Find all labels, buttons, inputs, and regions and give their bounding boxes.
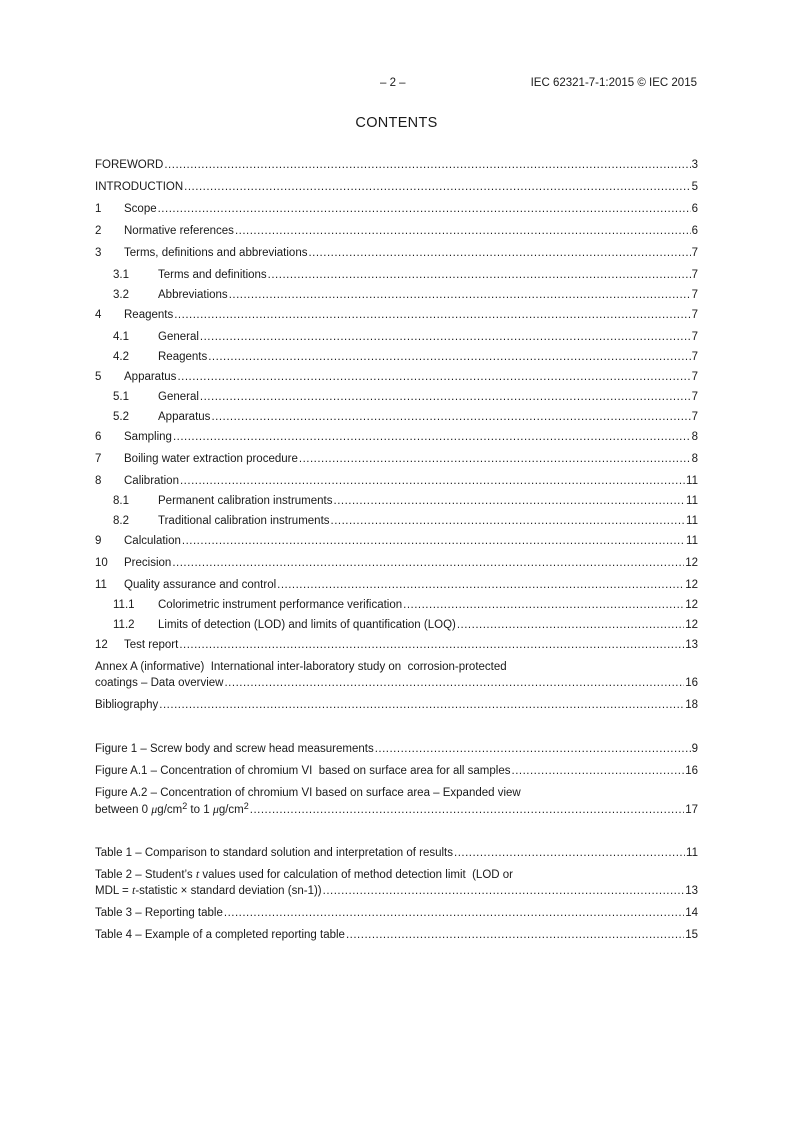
dot-leader [184, 179, 690, 195]
dot-leader [182, 533, 685, 549]
table-entry-2-line-2[interactable]: MDL = t-statistic × standard deviation (sn-1)) ..... 13 [95, 882, 698, 898]
toc-entry-number: 8.1 [113, 495, 129, 507]
dot-leader [164, 157, 690, 173]
toc-entry-page: 8 [691, 431, 698, 443]
toc-entry-label: Reagents [124, 309, 174, 321]
toc-entry-number: 4.1 [113, 331, 129, 343]
toc-entry-number: 1 [95, 203, 102, 215]
toc-entry-label: Reagents [158, 351, 208, 363]
toc-entry-number: 4.2 [113, 351, 129, 363]
figure-entry-a2-line-1[interactable]: Figure A.2 – Concentration of chromium VI based on surface area – Expanded view [95, 787, 521, 799]
mu-symbol: μ [151, 802, 158, 816]
toc-entry-number: 11.2 [113, 619, 135, 631]
toc-entry[interactable] [95, 555, 698, 571]
toc-entry[interactable] [95, 201, 698, 217]
toc-entry-page: 3 [691, 159, 698, 171]
superscript: 2 [243, 801, 249, 811]
toc-entry-page: 8 [691, 453, 698, 465]
toc-entry-page: 7 [691, 309, 698, 321]
toc-entry-page: 12 [685, 557, 698, 569]
toc-entry[interactable] [95, 329, 698, 345]
dot-leader [200, 389, 691, 405]
dot-leader [308, 245, 690, 261]
toc-entry-page: 7 [691, 247, 698, 259]
toc-entry-label: Limits of detection (LOD) and limits of quantification (LOQ) [158, 619, 456, 631]
toc-entry[interactable] [95, 533, 698, 549]
toc-entry-label: Traditional calibration instruments [158, 515, 330, 527]
toc-entry[interactable] [95, 513, 698, 529]
toc-entry-label: Normative references [124, 225, 234, 237]
toc-entry-label: Boiling water extraction procedure [124, 453, 298, 465]
toc-entry-page: 12 [685, 619, 698, 631]
dot-leader [211, 409, 690, 425]
dot-leader [229, 287, 691, 303]
dot-leader [179, 637, 684, 653]
toc-entry-number: 5.2 [113, 411, 129, 423]
toc-entry-page: 6 [691, 203, 698, 215]
mu-symbol: μ [212, 802, 219, 816]
dot-leader [277, 577, 684, 593]
toc-entry-page: 7 [691, 289, 698, 301]
toc-entry-label: Scope [124, 203, 157, 215]
toc-entry-number: 8.2 [113, 515, 129, 527]
toc-entry-number: 7 [95, 453, 102, 465]
dot-leader [268, 267, 691, 283]
dot-leader [177, 369, 690, 385]
dot-leader [403, 597, 684, 613]
annex-line-2[interactable]: coatings – Data overview ..... 16 [95, 675, 698, 691]
table-entry-2-line-1[interactable]: Table 2 – Student’s t values used for calculation of method detection limit (LOD or [95, 867, 514, 881]
toc-entry-label: General [158, 331, 199, 343]
table-entry-3[interactable]: Table 3 – Reporting table ..... 14 [95, 905, 698, 921]
toc-entry-number: 3.2 [113, 289, 129, 301]
toc-entry[interactable] [95, 493, 698, 509]
dot-leader [200, 329, 691, 345]
toc-entry-label: Abbreviations [158, 289, 228, 301]
toc-entry-page: 7 [691, 371, 698, 383]
figure-entry-1[interactable]: Figure 1 – Screw body and screw head measurements ..... 9 [95, 741, 698, 757]
toc-entry-number: 10 [95, 557, 108, 569]
dot-leader [172, 555, 684, 571]
toc-entry[interactable] [95, 637, 698, 653]
toc-entry-number: 5 [95, 371, 102, 383]
dot-leader [158, 201, 691, 217]
dot-leader [208, 349, 690, 365]
toc-entry-label: Sampling [124, 431, 172, 443]
document-reference: IEC 62321-7-1:2015 © IEC 2015 [530, 77, 697, 89]
toc-entry-label: General [158, 391, 199, 403]
toc-entry[interactable] [95, 451, 698, 467]
toc-entry-page: 7 [691, 411, 698, 423]
toc-entry-label: Precision [124, 557, 172, 569]
toc-entry-number: 9 [95, 535, 102, 547]
toc-entry[interactable] [95, 409, 698, 425]
toc-entry-page: 6 [691, 225, 698, 237]
toc-entry-label: Terms and definitions [158, 269, 267, 281]
toc-entry-label: FOREWORD [95, 159, 164, 171]
toc-entry-page: 7 [691, 351, 698, 363]
toc-entry-page: 11 [686, 535, 698, 547]
toc-entry-page: 7 [691, 391, 698, 403]
toc-entry-label: Apparatus [124, 371, 177, 383]
table-entry-1[interactable]: Table 1 – Comparison to standard solution and interpretation of results ..... 11 [95, 845, 698, 861]
page-number: – 2 – [380, 77, 406, 89]
figure-entry-a1[interactable]: Figure A.1 – Concentration of chromium VI based on surface area for all samples ..... 16 [95, 763, 698, 779]
toc-entry[interactable] [95, 617, 698, 633]
toc-entry-label: Quality assurance and control [124, 579, 277, 591]
toc-entry-page: 5 [691, 181, 698, 193]
toc-entry-number: 6 [95, 431, 102, 443]
toc-entry-number: 12 [95, 639, 108, 651]
toc-entry-label: Apparatus [158, 411, 211, 423]
toc-entry[interactable] [95, 223, 698, 239]
dot-leader [174, 307, 690, 323]
toc-entry-number: 3.1 [113, 269, 129, 281]
toc-entry[interactable] [95, 349, 698, 365]
toc-entry[interactable] [95, 307, 698, 323]
page-title: CONTENTS [355, 115, 438, 131]
toc-entry[interactable] [95, 577, 698, 593]
dot-leader [457, 617, 684, 633]
toc-entry-page: 7 [691, 269, 698, 281]
toc-entry-page: 7 [691, 331, 698, 343]
dot-leader [173, 429, 691, 445]
toc-entry-number: 5.1 [113, 391, 129, 403]
toc-entry-page: 12 [685, 579, 698, 591]
toc-entry[interactable] [95, 267, 698, 283]
dot-leader [334, 493, 686, 509]
toc-entry-label: Calibration [124, 475, 179, 487]
toc-entry-page: 11 [686, 515, 698, 527]
toc-bibliography[interactable]: Bibliography ..... 18 [95, 697, 698, 713]
toc-entry-number: 4 [95, 309, 102, 321]
toc-entry-label: Terms, definitions and abbreviations [124, 247, 308, 259]
toc-entry-label: Colorimetric instrument performance verification [158, 599, 403, 611]
annex-line-1[interactable]: Annex A (informative) International inter-laboratory study on corrosion-protected [95, 661, 507, 673]
table-entry-4[interactable]: Table 4 – Example of a completed reporting table ..... 15 [95, 927, 698, 943]
toc-entry-number: 3 [95, 247, 102, 259]
dot-leader [180, 473, 685, 489]
toc-entry[interactable] [95, 429, 698, 445]
toc-entry[interactable] [95, 389, 698, 405]
toc-entry-label: Permanent calibration instruments [158, 495, 333, 507]
toc-entry-number: 11 [95, 579, 107, 591]
toc-entry-label: Calculation [124, 535, 181, 547]
toc-entry[interactable] [95, 369, 698, 385]
superscript: 2 [182, 801, 188, 811]
toc-entry-number: 8 [95, 475, 102, 487]
dot-leader [235, 223, 691, 239]
toc-entry-label: INTRODUCTION [95, 181, 184, 193]
toc-entry[interactable] [95, 597, 698, 613]
toc-entry[interactable] [95, 157, 698, 173]
toc-entry-page: 11 [686, 495, 698, 507]
dot-leader [331, 513, 686, 529]
toc-entry-number: 11.1 [113, 599, 135, 611]
toc-entry[interactable] [95, 473, 698, 489]
toc-entry-page: 13 [685, 639, 698, 651]
toc-entry[interactable] [95, 287, 698, 303]
toc-entry[interactable] [95, 179, 698, 195]
toc-entry-page: 12 [685, 599, 698, 611]
toc-entry-page: 11 [686, 475, 698, 487]
dot-leader [299, 451, 691, 467]
toc-entry-number: 2 [95, 225, 102, 237]
figure-entry-a2-line-2[interactable]: between 0 $\mu g/cm^2$ to 1 $\mu g/cm^2$ ..... 17 [95, 801, 698, 817]
toc-entry-label: Test report [124, 639, 179, 651]
toc-entry[interactable] [95, 245, 698, 261]
